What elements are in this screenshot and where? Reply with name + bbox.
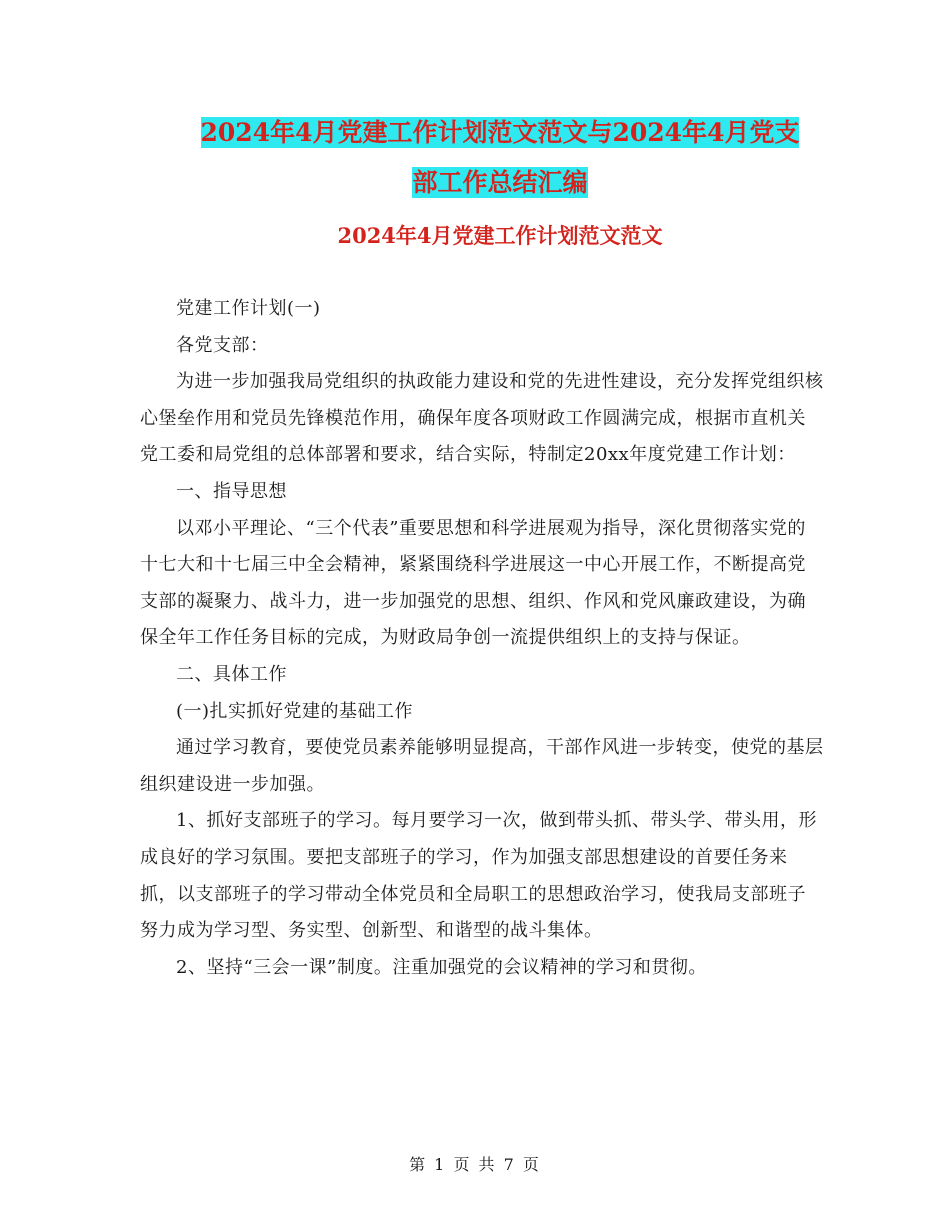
document-body	[140, 291, 824, 986]
page-number: 第 1 页 共 7 页	[409, 1155, 541, 1174]
document-title	[140, 108, 860, 208]
paragraph: 通过学习教育，要使党员素养能够明显提高，干部作风进一步转变，使党的基层组织建设进一步加强。	[140, 737, 824, 795]
paragraph: (一)扎实抓好党建的基础工作	[176, 700, 414, 722]
paragraph: 党建工作计划(一)	[176, 298, 321, 319]
paragraph: 为进一步加强我局党组织的执政能力建设和党的先进性建设，充分发挥党组织核心堡垒作用和党员先锋模范作用，确保年度各项财政工作圆满完成，根据市直机关党工委和局党组的总体部署和要求，结合实际，特制定20xx年度党建工作计划：	[140, 371, 824, 466]
title-line-2: 部工作总结汇编	[412, 168, 588, 197]
paragraph: 一、指导思想	[176, 480, 287, 502]
section-title: 2024年4月党建工作计划范文范文	[337, 223, 663, 248]
paragraph: 以邓小平理论、“三个代表”重要思想和科学进展观为指导，深化贯彻落实党的十七大和十七届三中全会精神，紧紧围绕科学进展这一中心开展工作，不断提高党支部的凝聚力、战斗力，进一步加强党的思想、组织、作风和党风廉政建设，为确保全年工作任务目标的完成，为财政局争创一流提供组织上的支持与保证。	[140, 517, 806, 649]
paragraph: 二、具体工作	[176, 663, 287, 685]
paragraph: 各党支部：	[176, 334, 269, 356]
paragraph: 1、抓好支部班子的学习。每月要学习一次，做到带头抓、带头学、带头用，形成良好的学习氛围。要把支部班子的学习，作为加强支部思想建设的首要任务来抓，以支部班子的学习带动全体党员和全局职工的思想政治学习，使我局支部班子努力成为学习型、务实型、创新型、和谐型的战斗集体。	[140, 810, 817, 942]
title-line-1: 2024年4月党建工作计划范文范文与2024年4月党支	[200, 118, 800, 147]
paragraph: 2、坚持“三会一课”制度。注重加强党的会议精神的学习和贯彻。	[176, 956, 707, 978]
